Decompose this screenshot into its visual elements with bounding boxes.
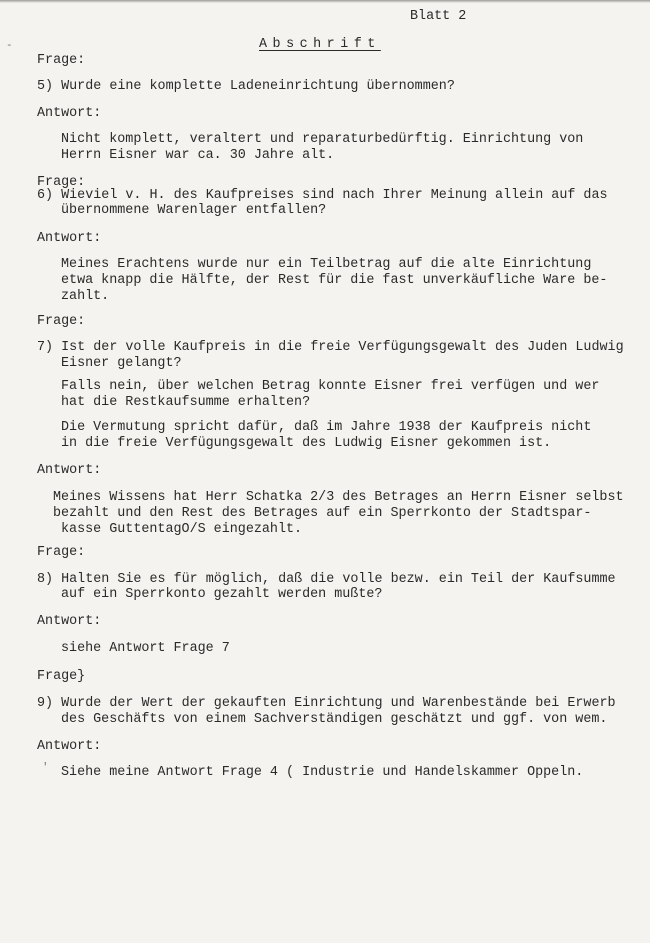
q8-antwort-label: Antwort: [37,614,102,629]
document-title: Abschrift [259,37,381,52]
q9-frage-label: Frage} [37,669,86,684]
q5-question: 5) Wurde eine komplette Ladeneinrichtung übernommen? [37,79,455,94]
q7-sub1-line-2: hat die Restkaufsumme erhalten? [61,395,311,410]
q9-question-line-1: 9) Wurde der Wert der gekauften Einrichtung und Warenbestände bei Erwerb [37,696,616,711]
q6-answer-line-3: zahlt. [61,289,110,304]
q9-antwort-label: Antwort: [37,739,102,754]
q7-sub2-line-1: Die Vermutung spricht dafür, daß im Jahre 1938 der Kaufpreis nicht [61,420,592,435]
q7-antwort-label: Antwort: [37,463,102,478]
q8-question-line-1: 8) Halten Sie es für möglich, daß die volle bezw. ein Teil der Kaufsumme [37,572,616,587]
q7-question-line-1: 7) Ist der volle Kaufpreis in die freie Verfügungsgewalt des Juden Ludwig [37,340,624,355]
q6-answer-line-1: Meines Erachtens wurde nur ein Teilbetrag auf die alte Einrichtung [61,257,592,272]
q8-answer: siehe Antwort Frage 7 [61,641,230,656]
q5-antwort-label: Antwort: [37,106,102,121]
q7-sub1-line-1: Falls nein, über welchen Betrag konnte Eisner frei verfügen und wer [61,379,600,394]
q7-frage-label: Frage: [37,314,86,329]
margin-mark: ' [42,762,49,774]
margin-mark: - [6,40,13,52]
q9-answer: Siehe meine Antwort Frage 4 ( Industrie und Handelskammer Oppeln. [61,765,584,780]
q7-sub2-line-2: in die freie Verfügungsgewalt des Ludwig Eisner gekommen ist. [61,436,552,451]
q6-question-line-1: 6) Wieviel v. H. des Kaufpreises sind nach Ihrer Meinung allein auf das [37,188,608,203]
q5-answer-line-1: Nicht komplett, veraltert und reparaturbedürftig. Einrichtung von [61,132,584,147]
sheet-number: Blatt 2 [410,9,467,24]
q8-question-line-2: auf ein Sperrkonto gezahlt werden mußte? [61,587,383,602]
q5-answer-line-2: Herrn Eisner war ca. 30 Jahre alt. [61,148,335,163]
q7-answer-line-1: Meines Wissens hat Herr Schatka 2/3 des Betrages an Herrn Eisner selbst [53,490,624,505]
q9-question-line-2: des Geschäfts von einem Sachverständigen geschätzt und ggf. von wem. [61,712,608,727]
q7-answer-line-3: kasse GuttentagO/S eingezahlt. [61,522,303,537]
q7-answer-line-2: bezahlt und den Rest des Betrages auf ein Sperrkonto der Stadtspar- [53,506,592,521]
q5-frage-label: Frage: [37,53,86,68]
q6-question-line-2: übernommene Warenlager entfallen? [61,203,327,218]
q8-frage-label: Frage: [37,545,86,560]
q7-question-line-2: Eisner gelangt? [61,356,182,371]
q6-answer-line-2: etwa knapp die Hälfte, der Rest für die fast unverkäufliche Ware be- [61,273,608,288]
q6-frage-label: Frage: [37,175,86,190]
q6-antwort-label: Antwort: [37,231,102,246]
